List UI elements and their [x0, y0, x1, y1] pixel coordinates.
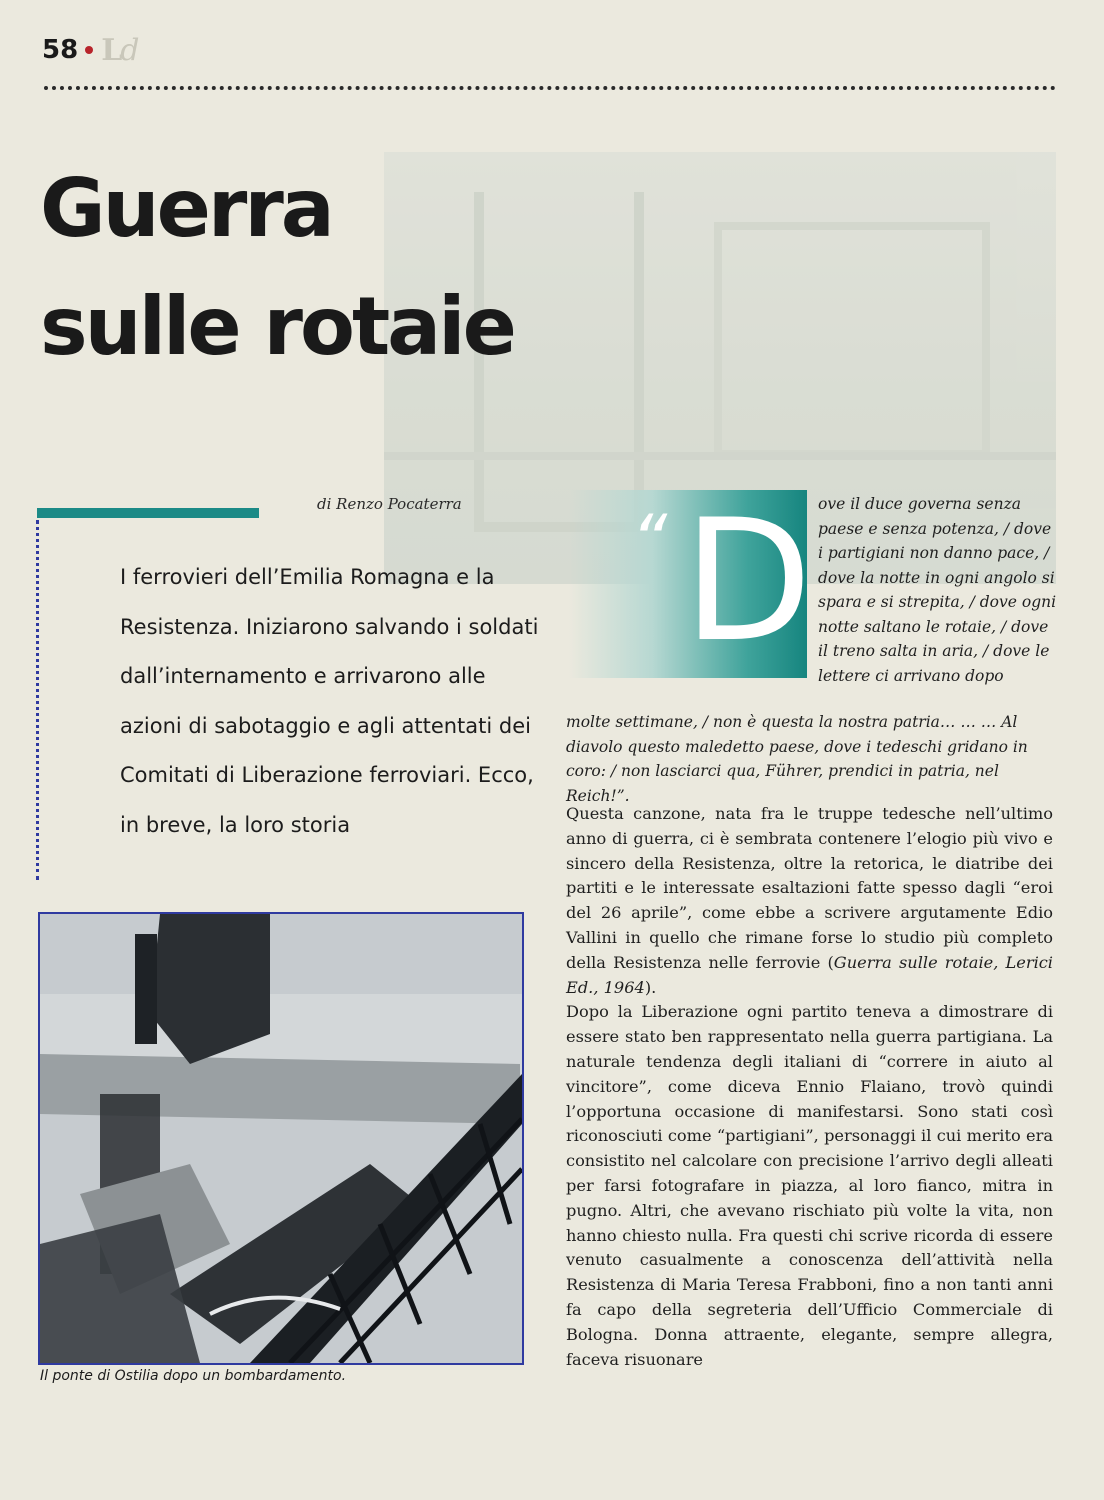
drop-cap-box: [569, 483, 813, 679]
page-header: [42, 30, 138, 70]
teal-accent-bar: [37, 508, 259, 518]
song-verse-top: ove il duce governa senza paese e senza potenza, / dove i partigiani non danno pace, / dove la notte in ogni angolo si spara e si strepita, / dove ogni notte saltano le rotaie, / dove il treno salta in aria, / dove le lettere ci arrivano dopo: [818, 495, 1057, 685]
body-paragraph-1: Questa canzone, nata fra le truppe tedesche nell’ultimo anno di guerra, ci è sembrata contenere l’elogio più vivo e sincero della Resistenza, oltre la retorica, le diatribe dei partiti e le interessate esaltazioni fatte spesso dagli “eroi del 26 aprile”, come ebbe a scrivere argutamente Edio Vallini in quello che rimane forse lo studio più completo della Resistenza nelle ferrovie (Guerra sulle rotaie, Lerici Ed., 1964).: [566, 804, 1053, 997]
bridge-photo-illustration: [40, 914, 522, 1363]
byline: di Renzo Pocaterra: [317, 495, 462, 513]
header-dotted-rule: [44, 86, 1056, 90]
article-title: [40, 150, 514, 386]
drop-cap-quote: “: [631, 500, 668, 582]
article-body: [566, 802, 1053, 1372]
page-number: 58: [42, 35, 79, 65]
book-reference: Guerra sulle rotaie, Lerici Ed., 1964: [566, 952, 1053, 997]
drop-cap-letter: D: [683, 483, 813, 679]
body-paragraph-2: Dopo la Liberazione ogni partito teneva a dimostrare di essere stato ben rappresentato nella guerra partigiana. La naturale tendenza degli italiani di “correre in aiuto al vincitore”, come diceva Ennio Flaiano, trovò quindi l’opportuna occasione di manifestarsi. Sono stati così riconosciuti come “partigiani”, personaggi il cui merito era consistito nel calcolare con precisione l’arrivo degli alleati per farsi fotografare in piazza, al loro fianco, mitra in pugno. Altri, che avevano rischiato più volte la vita, non hanno chiesto nulla. Fra questi chi scrive ricorda di essere venuto casualmente a conoscenza dell’attività nella Resistenza di Maria Teresa Frabboni, fino a non tanti anni fa capo della segreteria dell’Ufficio Commerciale di Bologna. Donna attraente, elegante, sempre allegra, faceva risuonare: [566, 1002, 1053, 1369]
lead-paragraph: I ferrovieri dell’Emilia Romagna e la Resistenza. Iniziarono salvando i soldati dall’internamento e arrivarono alle azioni di sabotaggio e agli attentati dei Comitati di Liberazione ferroviari. Ecco, in breve, la loro storia: [120, 565, 539, 837]
title-line-1: Guerra: [40, 162, 332, 255]
title-line-2: sulle rotaie: [40, 280, 514, 373]
bridge-photo: [38, 912, 524, 1365]
song-verse-bottom: molte settimane, / non è questa la nostra patria… … … Al diavolo questo maledetto paese, dove i tedeschi gridano in coro: / non lasciarci qua, Führer, prendici in patria, nel Reich!”.: [566, 713, 1028, 805]
red-bullet: [85, 46, 93, 54]
photo-caption: Il ponte di Ostilia dopo un bombardamento.: [40, 1368, 347, 1384]
magazine-logo: Ld: [101, 32, 138, 68]
